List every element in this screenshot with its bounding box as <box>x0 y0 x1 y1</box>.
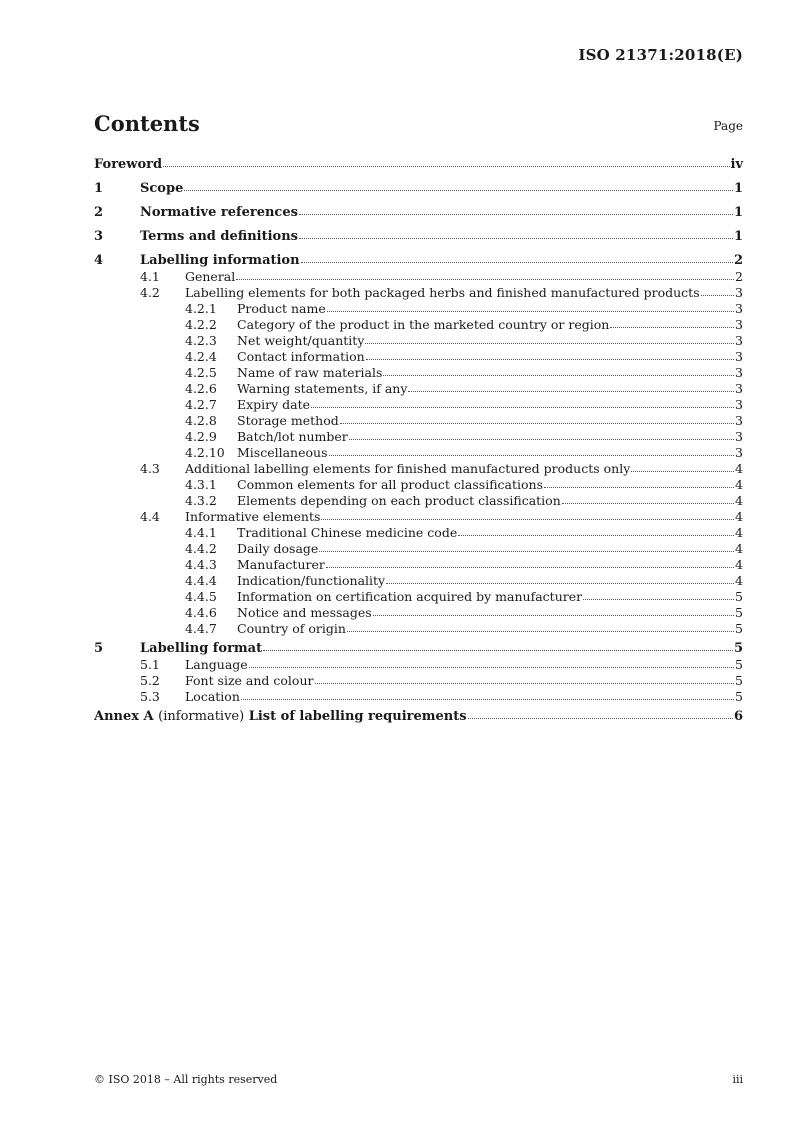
toc-entry-4-4-5[interactable] <box>94 589 743 605</box>
toc-entry-number: 4.4.5 <box>185 589 217 604</box>
leader-dots <box>299 238 733 239</box>
toc-entry-5-1[interactable] <box>94 657 743 673</box>
toc-entry-number: 4.2.5 <box>185 365 217 380</box>
toc-entry-page: 3 <box>735 317 743 332</box>
toc-entry-number: 5.2 <box>140 673 160 688</box>
leader-dots <box>383 375 734 376</box>
toc-entry-4-4-7[interactable] <box>94 621 743 637</box>
leader-dots <box>184 190 733 191</box>
toc-entry-page: 4 <box>735 493 743 508</box>
toc-entry-text: Informative elements <box>185 509 321 524</box>
toc-entry-page: 5 <box>735 689 743 704</box>
table-of-contents <box>94 157 743 733</box>
toc-entry-page: 3 <box>735 365 743 380</box>
toc-entry-number: 1 <box>94 181 104 196</box>
toc-entry-2[interactable] <box>94 205 743 229</box>
toc-entry-text: Normative references <box>140 205 298 220</box>
toc-entry-5-2[interactable] <box>94 673 743 689</box>
toc-entry-4-4-4[interactable] <box>94 573 743 589</box>
leader-dots <box>327 311 734 312</box>
toc-entry-4-1[interactable] <box>94 269 743 285</box>
toc-entry-text: Country of origin <box>237 621 346 636</box>
toc-entry-page: 2 <box>735 269 743 284</box>
toc-entry-4[interactable] <box>94 253 743 269</box>
toc-entry-number: 5.1 <box>140 657 160 672</box>
toc-entry-page: 1 <box>733 229 743 244</box>
toc-entry-text: Location <box>185 689 240 704</box>
leader-dots <box>299 214 733 215</box>
toc-entry-number: 4.4.4 <box>185 573 217 588</box>
toc-entry-text: Labelling format <box>140 641 263 656</box>
toc-entry-page: 3 <box>735 333 743 348</box>
toc-entry-text: Traditional Chinese medicine code <box>237 525 458 540</box>
document-id: ISO 21371:2018(E) <box>578 46 743 64</box>
leader-dots <box>321 519 734 520</box>
leader-dots <box>301 262 733 263</box>
leader-dots <box>366 359 734 360</box>
leader-dots <box>329 455 735 456</box>
toc-entry-page: 4 <box>735 557 743 572</box>
toc-entry-number: 5 <box>94 641 104 656</box>
toc-entry-number: 4.2.9 <box>185 429 217 444</box>
annex-type: (informative) <box>158 709 245 724</box>
toc-entry-number: 5.3 <box>140 689 160 704</box>
toc-entry-number: 4.2.3 <box>185 333 217 348</box>
leader-dots <box>347 631 734 632</box>
toc-entry-page: 4 <box>735 541 743 556</box>
toc-entry-4-2-4[interactable] <box>94 349 743 365</box>
toc-entry-number: 4.2.4 <box>185 349 217 364</box>
copyright-notice: © ISO 2018 – All rights reserved <box>94 1073 278 1086</box>
toc-entry-4-2-5[interactable] <box>94 365 743 381</box>
leader-dots <box>562 503 734 504</box>
toc-entry-page: 5 <box>735 657 743 672</box>
toc-entry-text: Daily dosage <box>237 541 319 556</box>
toc-entry-number: 4.4 <box>140 509 160 524</box>
toc-entry-text: Information on certification acquired by manufacturer <box>237 589 583 604</box>
annex-title: List of labelling requirements <box>248 709 467 724</box>
toc-entry-text: Language <box>185 657 248 672</box>
toc-entry-number: 4.4.2 <box>185 541 217 556</box>
leader-dots <box>236 279 734 280</box>
toc-entry-text: Terms and definitions <box>140 229 298 244</box>
leader-dots <box>311 407 734 408</box>
toc-entry-text: Product name <box>237 301 326 316</box>
leader-dots <box>365 343 734 344</box>
leader-dots <box>386 583 734 584</box>
toc-entry-4-4[interactable] <box>94 509 743 525</box>
toc-entry-4-3[interactable] <box>94 461 743 477</box>
leader-dots <box>544 487 734 488</box>
toc-entry-5-3[interactable] <box>94 689 743 705</box>
toc-entry-4-2-8[interactable] <box>94 413 743 429</box>
toc-entry-page: 4 <box>735 461 743 476</box>
toc-entry-number: 3 <box>94 229 104 244</box>
toc-entry-text: Additional labelling elements for finished manufactured products only <box>185 461 631 476</box>
toc-entry-4-2-3[interactable] <box>94 333 743 349</box>
leader-dots <box>163 166 729 167</box>
toc-entry-page: 1 <box>733 181 743 196</box>
toc-entry-page: 3 <box>735 397 743 412</box>
toc-entry-page: 6 <box>733 709 743 724</box>
toc-entry-page: 4 <box>735 509 743 524</box>
leader-dots <box>263 650 733 651</box>
toc-entry-page: 3 <box>735 349 743 364</box>
toc-entry-number: 4.2.8 <box>185 413 217 428</box>
toc-entry-4-2-2[interactable] <box>94 317 743 333</box>
toc-entry-text: Labelling information <box>140 253 300 268</box>
toc-entry-text: Miscellaneous <box>237 445 328 460</box>
toc-entry-page: 3 <box>735 445 743 460</box>
toc-entry-number: 4.2.10 <box>185 445 225 460</box>
toc-entry-text: Elements depending on each product classification <box>237 493 561 508</box>
toc-entry-1[interactable] <box>94 181 743 205</box>
toc-entry-text: Category of the product in the marketed country or region <box>237 317 610 332</box>
toc-entry-text: Expiry date <box>237 397 311 412</box>
toc-entry-page: 2 <box>733 253 743 268</box>
annex-prefix: Annex A <box>94 709 154 724</box>
toc-entry-text: Scope <box>140 181 184 196</box>
leader-dots <box>315 683 735 684</box>
toc-entry-page: 3 <box>735 413 743 428</box>
toc-entry-4-2-6[interactable] <box>94 381 743 397</box>
toc-entry-text: Foreword <box>94 157 163 172</box>
toc-entry-text: Batch/lot number <box>237 429 348 444</box>
page-number: iii <box>732 1073 743 1086</box>
toc-entry-number: 4.3.2 <box>185 493 217 508</box>
toc-entry-page: 5 <box>735 621 743 636</box>
toc-entry-number: 4 <box>94 253 104 268</box>
toc-entry-4-2-7[interactable] <box>94 397 743 413</box>
toc-entry-page: 5 <box>735 673 743 688</box>
toc-entry-4-2-10[interactable] <box>94 445 743 461</box>
leader-dots <box>349 439 734 440</box>
toc-entry-4-4-1[interactable] <box>94 525 743 541</box>
toc-entry-text: Font size and colour <box>185 673 314 688</box>
toc-entry-4-2-1[interactable] <box>94 301 743 317</box>
toc-entry-page: 4 <box>735 477 743 492</box>
toc-entry-page: 4 <box>735 525 743 540</box>
toc-entry-4-3-2[interactable] <box>94 493 743 509</box>
toc-entry-text: Net weight/quantity <box>237 333 365 348</box>
toc-entry-4-4-6[interactable] <box>94 605 743 621</box>
toc-entry-number: 4.2 <box>140 285 160 300</box>
toc-entry-number: 4.2.6 <box>185 381 217 396</box>
toc-entry-foreword[interactable] <box>94 157 743 181</box>
leader-dots <box>326 567 734 568</box>
toc-entry-number: 4.1 <box>140 269 160 284</box>
leader-dots <box>241 699 734 700</box>
toc-entry-3[interactable] <box>94 229 743 253</box>
toc-entry-number: 4.3 <box>140 461 160 476</box>
toc-entry-page: 4 <box>735 573 743 588</box>
toc-entry-number: 2 <box>94 205 104 220</box>
toc-entry-text: Common elements for all product classifications <box>237 477 544 492</box>
toc-entry-page: iv <box>730 157 743 172</box>
toc-entry-page: 3 <box>735 301 743 316</box>
toc-entry-text: General <box>185 269 236 284</box>
toc-entry-number: 4.3.1 <box>185 477 217 492</box>
toc-entry-annex-a[interactable] <box>94 709 743 733</box>
toc-entry-page: 3 <box>735 381 743 396</box>
leader-dots <box>408 391 734 392</box>
leader-dots <box>468 718 733 719</box>
toc-entry-5[interactable] <box>94 641 743 657</box>
leader-dots <box>458 535 734 536</box>
toc-entry-number: 4.4.7 <box>185 621 217 636</box>
leader-dots <box>340 423 734 424</box>
toc-entry-text: Contact information <box>237 349 365 364</box>
toc-entry-page: 5 <box>735 605 743 620</box>
toc-entry-text: Indication/functionality <box>237 573 386 588</box>
toc-entry-page: 1 <box>733 205 743 220</box>
toc-entry-page: 3 <box>735 429 743 444</box>
toc-entry-page: 5 <box>735 589 743 604</box>
leader-dots <box>631 471 734 472</box>
toc-entry-4-2[interactable] <box>94 285 743 301</box>
toc-entry-number: 4.4.6 <box>185 605 217 620</box>
toc-entry-text: Notice and messages <box>237 605 372 620</box>
page-title: Contents <box>94 111 200 136</box>
leader-dots <box>373 615 734 616</box>
leader-dots <box>701 295 734 296</box>
leader-dots <box>319 551 734 552</box>
toc-entry-number: 4.4.1 <box>185 525 217 540</box>
toc-entry-4-2-9[interactable] <box>94 429 743 445</box>
leader-dots <box>249 667 734 668</box>
toc-entry-page: 3 <box>735 285 743 300</box>
toc-entry-4-4-2[interactable] <box>94 541 743 557</box>
toc-entry-text: Storage method <box>237 413 339 428</box>
toc-entry-number: 4.4.3 <box>185 557 217 572</box>
toc-entry-page: 5 <box>733 641 743 656</box>
toc-entry-text: Name of raw materials <box>237 365 383 380</box>
leader-dots <box>610 327 734 328</box>
toc-entry-text: Manufacturer <box>237 557 325 572</box>
leader-dots <box>583 599 734 600</box>
toc-entry-text: Warning statements, if any <box>237 381 408 396</box>
toc-entry-number: 4.2.1 <box>185 301 217 316</box>
page-column-label: Page <box>713 119 743 133</box>
toc-entry-4-4-3[interactable] <box>94 557 743 573</box>
toc-entry-text: Labelling elements for both packaged herbs and finished manufactured products <box>185 285 700 300</box>
toc-entry-text <box>94 709 467 725</box>
toc-entry-4-3-1[interactable] <box>94 477 743 493</box>
toc-entry-number: 4.2.2 <box>185 317 217 332</box>
toc-entry-number: 4.2.7 <box>185 397 217 412</box>
